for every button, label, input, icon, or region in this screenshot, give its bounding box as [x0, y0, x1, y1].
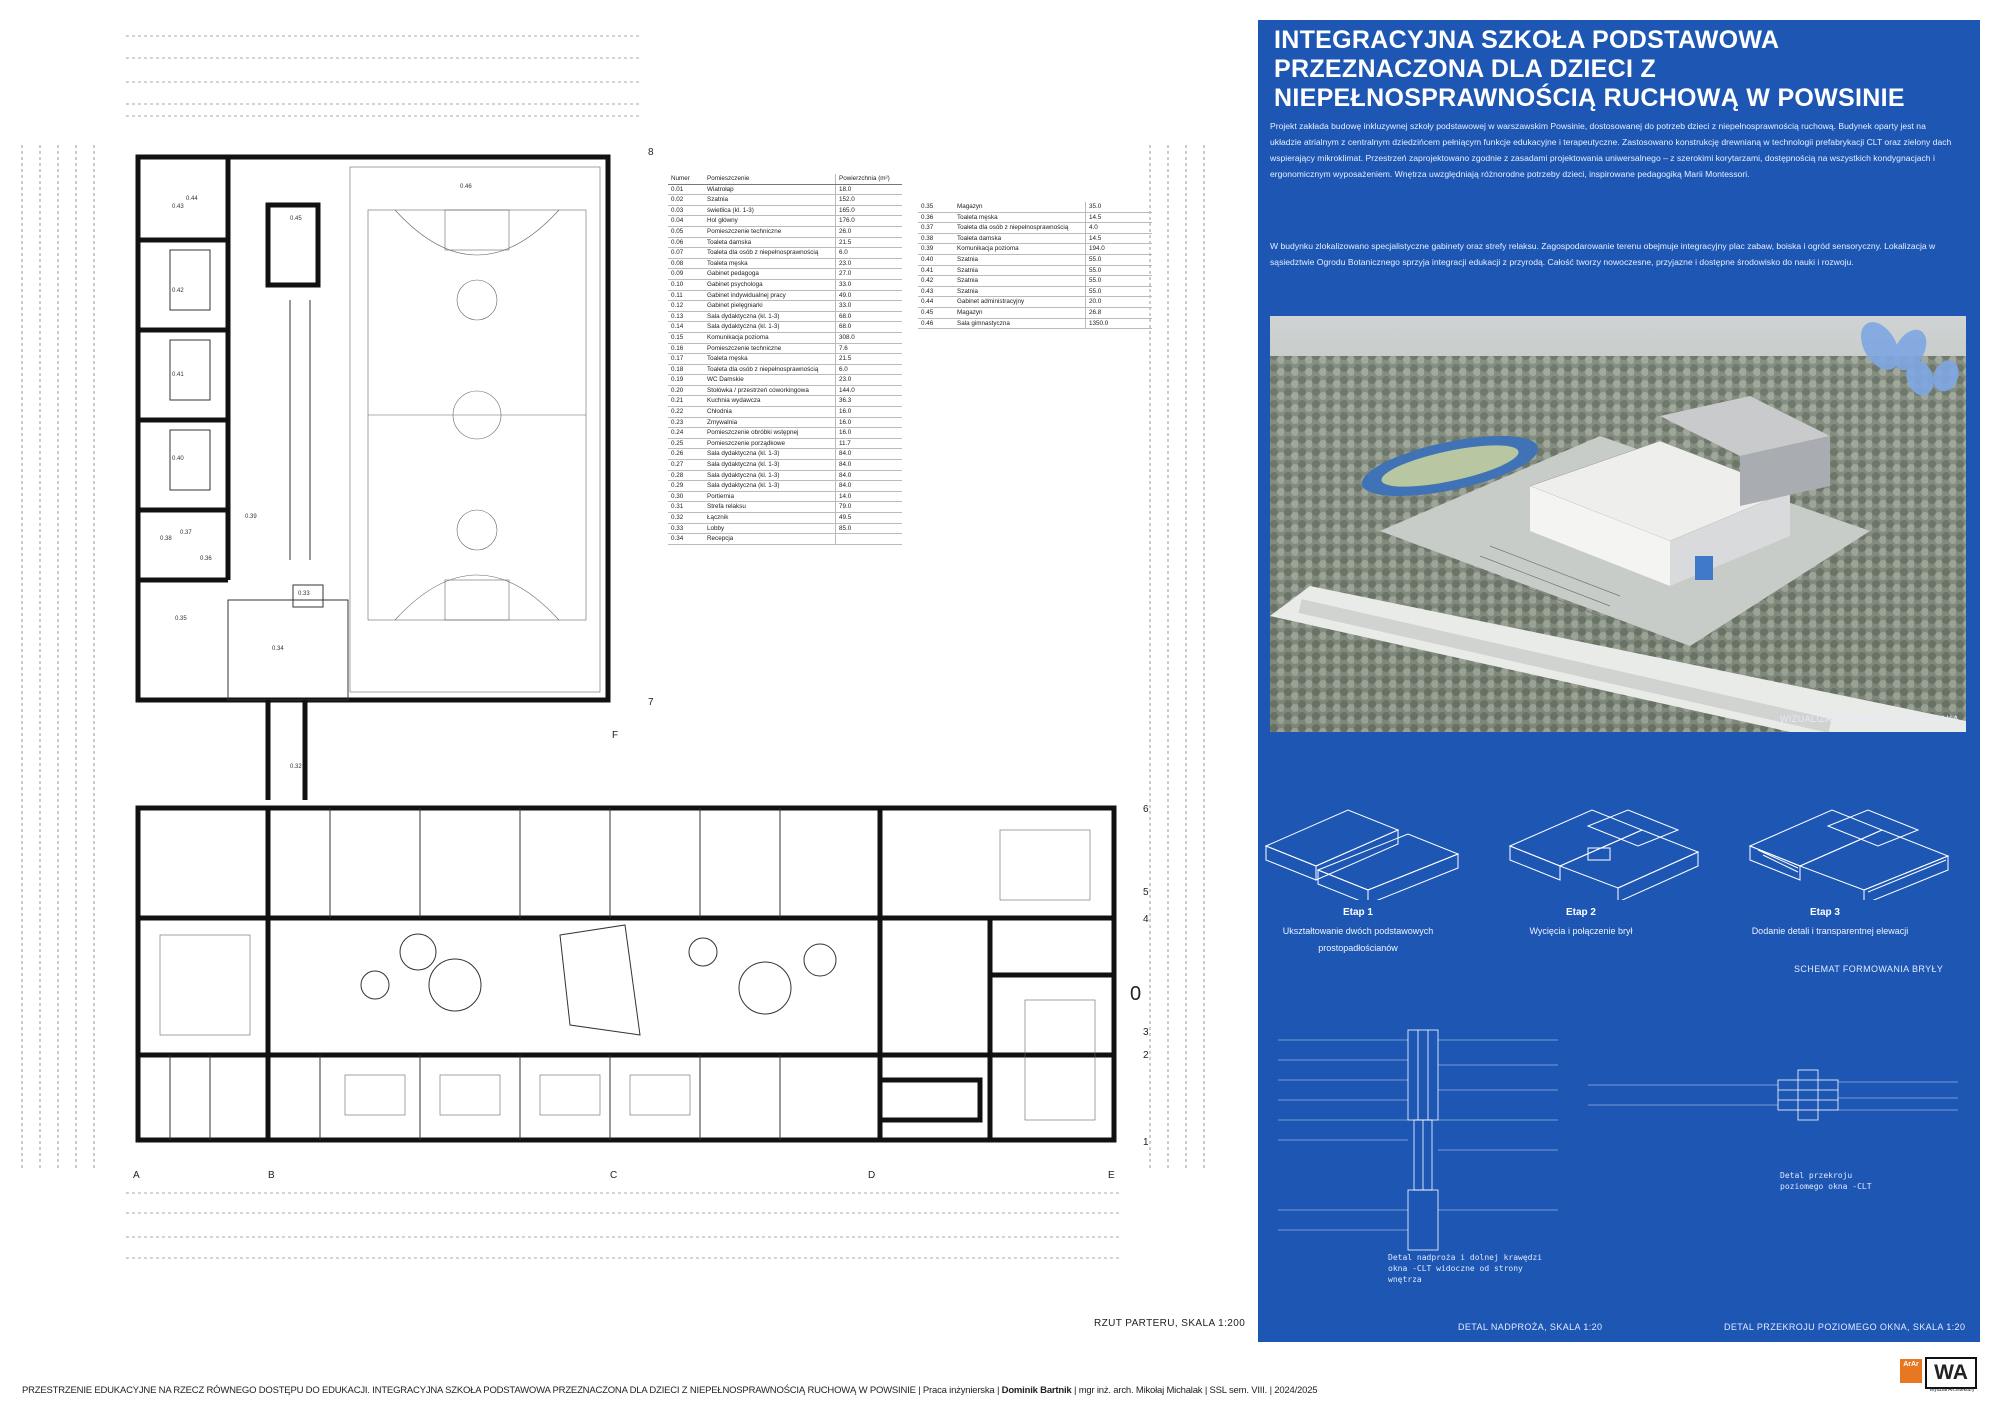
room-num: 0.39	[918, 244, 954, 255]
upper-wing	[138, 157, 608, 700]
room-area: 84.0	[836, 470, 903, 481]
room-num: 0.33	[668, 523, 704, 534]
room-area: 144.0	[836, 385, 903, 396]
room-name: Szatnia	[954, 254, 1086, 265]
stages-caption: SCHEMAT FORMOWANIA BRYŁY	[1794, 964, 1944, 974]
room-row	[918, 307, 1152, 318]
room-num: 0.02	[668, 195, 704, 206]
room-num: 0.06	[668, 237, 704, 248]
footer-project-title: PRZESTRZENIE EDUKACYJNE NA RZECZ RÓWNEGO DOSTĘPU DO EDUKACJI. INTEGRACYJNA SZKOŁA PODSTAWOWA PRZEZNACZONA DLA DZIECI Z NIEPEŁNOSPRAWNOŚCIĄ RUCHOWĄ W POWSINIE	[22, 1385, 916, 1396]
axis-4: 4	[1143, 914, 1149, 925]
room-rows-left	[668, 184, 902, 544]
room-num: 0.18	[668, 364, 704, 375]
svg-text:0.45: 0.45	[290, 216, 302, 222]
room-name: Wiatrołap	[704, 184, 836, 195]
room-name: Magazyn	[954, 202, 1086, 212]
room-name: Toaleta dla osób z niepełnosprawnością	[704, 248, 836, 259]
room-num: 0.17	[668, 354, 704, 365]
room-row	[918, 276, 1152, 287]
svg-text:0.41: 0.41	[172, 372, 184, 378]
room-row	[668, 438, 902, 449]
room-row	[918, 265, 1152, 276]
room-row	[668, 396, 902, 407]
room-area: 84.0	[836, 449, 903, 460]
svg-text:0.39: 0.39	[245, 514, 257, 520]
axis-0: 0	[1130, 983, 1142, 1005]
room-row	[668, 205, 902, 216]
room-rows-right	[918, 202, 1152, 329]
room-area: 14.5	[1086, 233, 1153, 244]
room-row	[668, 311, 902, 322]
room-row	[668, 216, 902, 227]
room-num: 0.10	[668, 279, 704, 290]
svg-text:0.38: 0.38	[160, 536, 172, 542]
footer-semester: SSL sem. VIII.	[1209, 1385, 1268, 1396]
room-area: 14.0	[836, 491, 903, 502]
room-name: Gabinet pielęgniarki	[704, 301, 836, 312]
room-area: 4.0	[1086, 223, 1153, 234]
room-area: 18.0	[836, 184, 903, 195]
room-row	[918, 202, 1152, 212]
room-area: 49.0	[836, 290, 903, 301]
room-row	[668, 258, 902, 269]
room-area: 21.5	[836, 354, 903, 365]
svg-text:0.32: 0.32	[290, 764, 302, 770]
room-name: Lobby	[704, 523, 836, 534]
axis-D: D	[868, 1170, 876, 1181]
axis-6: 6	[1143, 804, 1149, 815]
svg-text:0.34: 0.34	[272, 646, 284, 652]
axis-C: C	[610, 1170, 618, 1181]
svg-text:0.33: 0.33	[298, 591, 310, 597]
room-area: 49.5	[836, 513, 903, 524]
room-num: 0.03	[668, 205, 704, 216]
header-name: Pomieszczenie	[704, 174, 836, 184]
room-name: Kuchnia wydawcza	[704, 396, 836, 407]
plan-scale-caption: RZUT PARTERU, SKALA 1:200	[1094, 1318, 1246, 1329]
room-row	[668, 460, 902, 471]
info-panel	[1258, 20, 1980, 1342]
footer: PRZESTRZENIE EDUKACYJNE NA RZECZ RÓWNEGO DOSTĘPU DO EDUKACJI. INTEGRACYJNA SZKOŁA PODSTAWOWA PRZEZNACZONA DLA DZIECI Z NIEPEŁNOSPRAWNOŚCIĄ RUCHOWĄ W POWSINIE | Praca inżynierska | Dominik Bartnik | mgr inż. arch. Mikołaj Michalak | SSL sem. VIII. | 2024/2025	[22, 1385, 1318, 1396]
faculty-logo	[1900, 1357, 1982, 1391]
right-dimensions	[1150, 145, 1204, 1170]
window-section-detail-drawing	[1588, 1070, 1958, 1120]
room-row	[918, 286, 1152, 297]
room-area: 194.0	[1086, 244, 1153, 255]
svg-text:0.37: 0.37	[180, 530, 192, 536]
lintel-detail-caption: DETAL NADPROŻA, SKALA 1:20	[1458, 1322, 1603, 1332]
room-row	[918, 212, 1152, 223]
room-num: 0.26	[668, 449, 704, 460]
footer-author: Dominik Bartnik	[1001, 1385, 1072, 1396]
room-area: 55.0	[1086, 254, 1153, 265]
svg-text:0.46: 0.46	[460, 184, 472, 190]
faculty-logo-mark: WA	[1925, 1357, 1977, 1389]
room-row	[668, 364, 902, 375]
room-area: 23.0	[836, 258, 903, 269]
room-schedule-left	[668, 174, 902, 545]
header-area: Powierzchnia (m²)	[836, 174, 903, 184]
massing-stage-3	[1750, 810, 1948, 900]
room-num: 0.14	[668, 322, 704, 333]
room-area	[836, 534, 903, 545]
room-row	[668, 269, 902, 280]
window-detail-note: Detal przekroju poziomego okna -CLT	[1780, 1171, 1872, 1191]
room-row	[918, 254, 1152, 265]
room-name: Sala dydaktyczna (kl. 1-3)	[704, 470, 836, 481]
room-name: Toaleta damska	[704, 237, 836, 248]
room-area: 16.0	[836, 417, 903, 428]
room-area: 6.0	[836, 248, 903, 259]
massing-stage-2	[1510, 810, 1698, 900]
room-name: Toaleta damska	[954, 233, 1086, 244]
room-row	[668, 523, 902, 534]
room-name: świetlica (kl. 1-3)	[704, 205, 836, 216]
room-name: Łącznik	[704, 513, 836, 524]
construction-details	[1258, 1010, 1980, 1310]
room-name: WC Damskie	[704, 375, 836, 386]
description-paragraph-1: Projekt zakłada budowę inkluzywnej szkoły podstawowej w warszawskim Powsinie, dostosowanej do potrzeb dzieci z niepełnosprawnością ruchową. Budynek oparty jest na układzie atrialnym z centralnym dziedzińcem pełniącym funkcje edukacyjne i terapeutyczne. Zastosowano konstrukcję drewnianą w technologii prefabrykacji CLT oraz zielony dach wspierający mikroklimat. Przestrzeń zaprojektowano zgodnie z zasadami projektowania uniwersalnego – z szerokimi korytarzami, dostępnością na wszystkich kondygnacjach i ergonomicznym wyposażeniem. Wnętrza uwzględniają różnorodne potrzeby dzieci, inspirowane pedagogiką Marii Montessori.	[1270, 121, 1952, 179]
room-num: 0.45	[918, 307, 954, 318]
room-area: 55.0	[1086, 276, 1153, 287]
svg-text:0.36: 0.36	[200, 556, 212, 562]
room-name: Toaleta dla osób z niepełnosprawnością	[954, 223, 1086, 234]
room-num: 0.42	[918, 276, 954, 287]
room-area: 165.0	[836, 205, 903, 216]
axis-3: 3	[1143, 1027, 1149, 1038]
room-row	[918, 297, 1152, 308]
room-area: 26.0	[836, 226, 903, 237]
room-row	[668, 343, 902, 354]
room-area: 16.0	[836, 428, 903, 439]
room-row	[918, 318, 1152, 329]
room-num: 0.44	[918, 297, 954, 308]
room-schedule-right	[918, 202, 1152, 329]
room-name: Sala dydaktyczna (kl. 1-3)	[704, 322, 836, 333]
room-num: 0.30	[668, 491, 704, 502]
room-num: 0.19	[668, 375, 704, 386]
room-area: 27.0	[836, 269, 903, 280]
room-row	[668, 237, 902, 248]
room-name: Sala dydaktyczna (kl. 1-3)	[704, 311, 836, 322]
faculty-logo-mark-small: ArAr	[1900, 1359, 1922, 1383]
room-num: 0.25	[668, 438, 704, 449]
connector	[268, 700, 305, 800]
room-name: Pomieszczenie techniczne	[704, 226, 836, 237]
room-name: Toaleta męska	[954, 212, 1086, 223]
room-name: Portiernia	[704, 491, 836, 502]
room-area: 26.8	[1086, 307, 1153, 318]
axis-5: 5	[1143, 887, 1149, 898]
axis-1: 1	[1143, 1137, 1149, 1148]
room-row	[668, 226, 902, 237]
room-area: 14.5	[1086, 212, 1153, 223]
svg-text:0.35: 0.35	[175, 616, 187, 622]
room-num: 0.11	[668, 290, 704, 301]
room-area: 36.3	[836, 396, 903, 407]
room-num: 0.13	[668, 311, 704, 322]
room-name: Szatnia	[704, 195, 836, 206]
panel-title: INTEGRACYJNA SZKOŁA PODSTAWOWA PRZEZNACZONA DLA DZIECI Z NIEPEŁNOSPRAWNOŚCIĄ RUCHOWĄ W POWSINIE	[1274, 26, 1905, 112]
room-area: 23.0	[836, 375, 903, 386]
room-row	[668, 195, 902, 206]
axis-2: 2	[1143, 1050, 1149, 1061]
room-row	[668, 513, 902, 524]
room-area: 85.0	[836, 523, 903, 534]
room-row	[668, 279, 902, 290]
header-num: Numer	[668, 174, 704, 184]
room-name: Szatnia	[954, 265, 1086, 276]
svg-text:0.40: 0.40	[172, 456, 184, 462]
room-row	[918, 233, 1152, 244]
axis-B: B	[268, 1170, 275, 1181]
room-num: 0.23	[668, 417, 704, 428]
room-row	[668, 470, 902, 481]
room-num: 0.09	[668, 269, 704, 280]
room-num: 0.27	[668, 460, 704, 471]
room-num: 0.46	[918, 318, 954, 329]
room-name: Strefa relaksu	[704, 502, 836, 513]
room-area: 68.0	[836, 311, 903, 322]
stage-3-title: Etap 3	[1809, 907, 1840, 918]
room-num: 0.40	[918, 254, 954, 265]
room-row	[668, 375, 902, 386]
room-name: Szatnia	[954, 276, 1086, 287]
room-name: Pomieszczenie obróbki wstępnej	[704, 428, 836, 439]
room-area: 176.0	[836, 216, 903, 227]
room-name: Toaleta męska	[704, 258, 836, 269]
room-area: 84.0	[836, 481, 903, 492]
aerial-visualization	[1270, 316, 1966, 732]
room-row	[668, 407, 902, 418]
room-name: Sala gimnastyczna	[954, 318, 1086, 329]
lintel-detail-drawing	[1278, 1030, 1558, 1250]
left-dimensions	[22, 145, 94, 1170]
room-name: Gabinet indywidualnej pracy	[704, 290, 836, 301]
lower-wing	[138, 808, 1114, 1140]
room-row	[918, 223, 1152, 234]
massing-stage-1	[1266, 810, 1458, 900]
room-area: 35.0	[1086, 202, 1153, 212]
top-dimensions	[126, 36, 640, 116]
room-area: 55.0	[1086, 265, 1153, 276]
room-num: 0.43	[918, 286, 954, 297]
room-num: 0.28	[668, 470, 704, 481]
room-area: 55.0	[1086, 286, 1153, 297]
room-area: 33.0	[836, 301, 903, 312]
room-row	[668, 481, 902, 492]
room-area: 1350.0	[1086, 318, 1153, 329]
axis-7: 7	[648, 697, 654, 708]
room-num: 0.16	[668, 343, 704, 354]
window-detail-caption: DETAL PRZEKROJU POZIOMEGO OKNA, SKALA 1:20	[1724, 1322, 1966, 1332]
room-num: 0.29	[668, 481, 704, 492]
room-name: Stołówka / przestrzeń coworkingowa	[704, 385, 836, 396]
room-row	[668, 449, 902, 460]
room-num: 0.05	[668, 226, 704, 237]
room-num: 0.36	[918, 212, 954, 223]
description-paragraph-2: W budynku zlokalizowano specjalistyczne gabinety oraz strefy relaksu. Zagospodarowanie terenu obejmuje integracyjny plac zabaw, boiska i ogród sensoryczny. Lokalizacja w sąsiedztwie Ogrodu Botanicznego sprzyja integracji edukacji z przyrodą. Całość tworzy nowoczesne, przyjazne i dostępne środowisko do nauki i rozwoju.	[1270, 241, 1936, 267]
room-area: 7.6	[836, 343, 903, 354]
room-area: 16.0	[836, 407, 903, 418]
room-row	[668, 354, 902, 365]
room-area: 79.0	[836, 502, 903, 513]
footer-year: 2024/2025	[1274, 1385, 1318, 1396]
room-area: 68.0	[836, 322, 903, 333]
stage-2-desc: Wycięcia i połączenie brył	[1529, 926, 1633, 936]
room-area: 20.0	[1086, 297, 1153, 308]
room-area: 152.0	[836, 195, 903, 206]
room-name: Szatnia	[954, 286, 1086, 297]
room-area: 33.0	[836, 279, 903, 290]
footer-thesis: Praca inżynierska	[922, 1385, 995, 1396]
stage-3-desc: Dodanie detali i transparentnej elewacji	[1751, 926, 1909, 936]
room-name: Hol główny	[704, 216, 836, 227]
room-name: Recepcja	[704, 534, 836, 545]
room-row	[668, 248, 902, 259]
room-num: 0.24	[668, 428, 704, 439]
room-num: 0.21	[668, 396, 704, 407]
room-num: 0.31	[668, 502, 704, 513]
room-row	[668, 534, 902, 545]
room-area: 11.7	[836, 438, 903, 449]
room-name: Sala dydaktyczna (kl. 1-3)	[704, 460, 836, 471]
room-num: 0.01	[668, 184, 704, 195]
room-num: 0.07	[668, 248, 704, 259]
room-row	[668, 301, 902, 312]
room-name: Sala dydaktyczna (kl. 1-3)	[704, 449, 836, 460]
room-name: Magazyn	[954, 307, 1086, 318]
room-num: 0.20	[668, 385, 704, 396]
room-num: 0.08	[668, 258, 704, 269]
room-name: Pomieszczenie techniczne	[704, 343, 836, 354]
room-row	[668, 385, 902, 396]
room-num: 0.32	[668, 513, 704, 524]
faculty-logo-caption: Wydział Architektury	[1929, 1387, 1975, 1393]
footer-supervisor: mgr inż. arch. Mikołaj Michalak	[1078, 1385, 1203, 1396]
room-row	[668, 502, 902, 513]
axis-F: F	[612, 730, 619, 741]
room-name: Toaleta męska	[704, 354, 836, 365]
room-num: 0.15	[668, 332, 704, 343]
room-area: 84.0	[836, 460, 903, 471]
room-name: Toaleta dla osób z niepełnosprawnością	[704, 364, 836, 375]
bottom-dimensions	[126, 1193, 1120, 1258]
axis-E: E	[1108, 1170, 1115, 1181]
stage-2-title: Etap 2	[1565, 907, 1596, 918]
room-num: 0.22	[668, 407, 704, 418]
room-row	[668, 322, 902, 333]
room-num: 0.35	[918, 202, 954, 212]
axis-8: 8	[648, 147, 654, 158]
lintel-detail-note: Detal nadproża i dolnej krawędzi okna -CLT widoczne od strony wnętrza	[1388, 1253, 1543, 1284]
room-name: Komunikacja pozioma	[704, 332, 836, 343]
room-row	[668, 491, 902, 502]
stage-1-desc: Ukształtowanie dwóch podstawowych prostopadłościanów	[1282, 926, 1434, 953]
room-name: Zmywalnia	[704, 417, 836, 428]
room-num: 0.34	[668, 534, 704, 545]
room-row	[668, 428, 902, 439]
room-name: Komunikacja pozioma	[954, 244, 1086, 255]
room-name: Gabinet pedagoga	[704, 269, 836, 280]
room-name: Gabinet psychologa	[704, 279, 836, 290]
room-name: Chłodnia	[704, 407, 836, 418]
room-name: Sala dydaktyczna (kl. 1-3)	[704, 481, 836, 492]
room-num: 0.37	[918, 223, 954, 234]
room-row	[668, 290, 902, 301]
room-num: 0.12	[668, 301, 704, 312]
axis-A: A	[133, 1170, 140, 1181]
room-row	[668, 332, 902, 343]
room-name: Gabinet administracyjny	[954, 297, 1086, 308]
svg-text:0.44: 0.44	[186, 196, 198, 202]
room-row	[668, 417, 902, 428]
svg-text:0.43: 0.43	[172, 204, 184, 210]
room-area: 308.0	[836, 332, 903, 343]
room-row	[668, 184, 902, 195]
svg-text:0.42: 0.42	[172, 288, 184, 294]
massing-diagrams	[1258, 790, 1980, 900]
stage-1-title: Etap 1	[1342, 907, 1373, 918]
room-area: 6.0	[836, 364, 903, 375]
render-caption: WIZUALIZACJA, WIDOK Z LOTU PTAKA	[1780, 714, 1960, 724]
room-row	[918, 244, 1152, 255]
room-area: 21.5	[836, 237, 903, 248]
room-num: 0.38	[918, 233, 954, 244]
room-num: 0.41	[918, 265, 954, 276]
room-name: Pomieszczenie porządkowe	[704, 438, 836, 449]
room-num: 0.04	[668, 216, 704, 227]
